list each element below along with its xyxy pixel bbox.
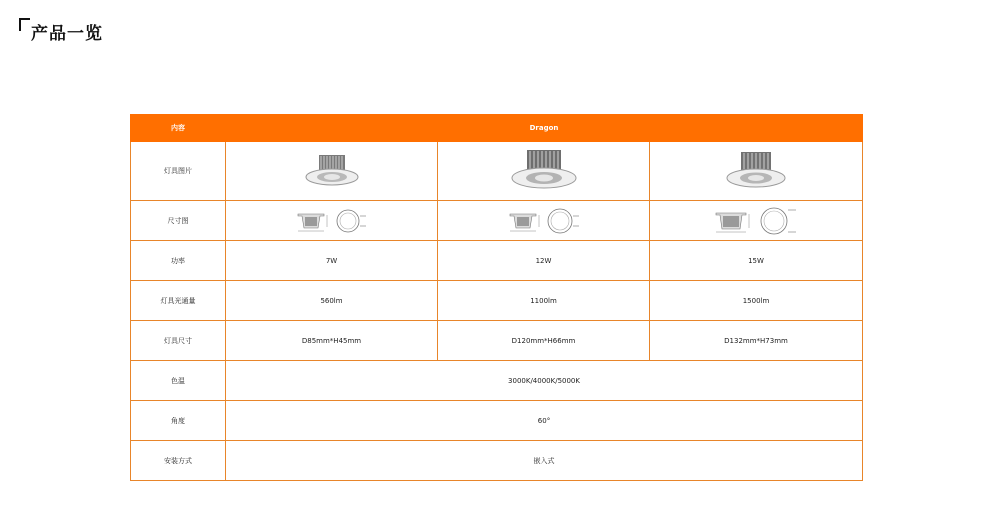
table-row-power [131, 241, 863, 281]
angle-cell: 60° [226, 401, 863, 441]
header-model-cell: Dragon [226, 115, 863, 142]
downlight-lamp-icon [302, 149, 362, 193]
install-cell: 嵌入式 [226, 441, 863, 481]
size-cell: D85mm*H45mm [226, 321, 438, 361]
size-cell: D132mm*H73mm [650, 321, 863, 361]
table-row-install [131, 441, 863, 481]
dimension-drawing-icon [294, 206, 370, 236]
power-cell: 7W [226, 241, 438, 281]
dimension-drawing-icon [708, 205, 804, 237]
row-label-power: 功率 [131, 241, 226, 281]
drawing-cell-15w [650, 201, 863, 241]
power-cell: 15W [650, 241, 863, 281]
row-label-size: 灯具尺寸 [131, 321, 226, 361]
page-title: 产品一览 [31, 24, 103, 44]
table-row-drawing [131, 201, 863, 241]
table-row-cct [131, 361, 863, 401]
photo-cell-15w [650, 142, 863, 201]
power-cell: 12W [438, 241, 650, 281]
downlight-lamp-icon [508, 146, 580, 196]
header-label-cell: 内容 [131, 115, 226, 142]
photo-cell-7w [226, 142, 438, 201]
flux-cell: 560lm [226, 281, 438, 321]
table-row-photo [131, 142, 863, 201]
row-label-install: 安装方式 [131, 441, 226, 481]
table-row-size [131, 321, 863, 361]
table-row-flux [131, 281, 863, 321]
product-spec-table [130, 114, 863, 481]
row-label-cct: 色温 [131, 361, 226, 401]
row-label-flux: 灯具光通量 [131, 281, 226, 321]
photo-cell-12w [438, 142, 650, 201]
row-label-drawing: 尺寸图 [131, 201, 226, 241]
dimension-drawing-icon [506, 206, 582, 236]
size-cell: D120mm*H66mm [438, 321, 650, 361]
drawing-cell-12w [438, 201, 650, 241]
row-label-angle: 角度 [131, 401, 226, 441]
cct-cell: 3000K/4000K/5000K [226, 361, 863, 401]
drawing-cell-7w [226, 201, 438, 241]
flux-cell: 1500lm [650, 281, 863, 321]
title-bracket-mark [19, 18, 30, 31]
downlight-lamp-icon [723, 147, 789, 195]
flux-cell: 1100lm [438, 281, 650, 321]
table-row-angle [131, 401, 863, 441]
row-label-photo: 灯具图片 [131, 142, 226, 201]
table-header-row [131, 115, 863, 142]
